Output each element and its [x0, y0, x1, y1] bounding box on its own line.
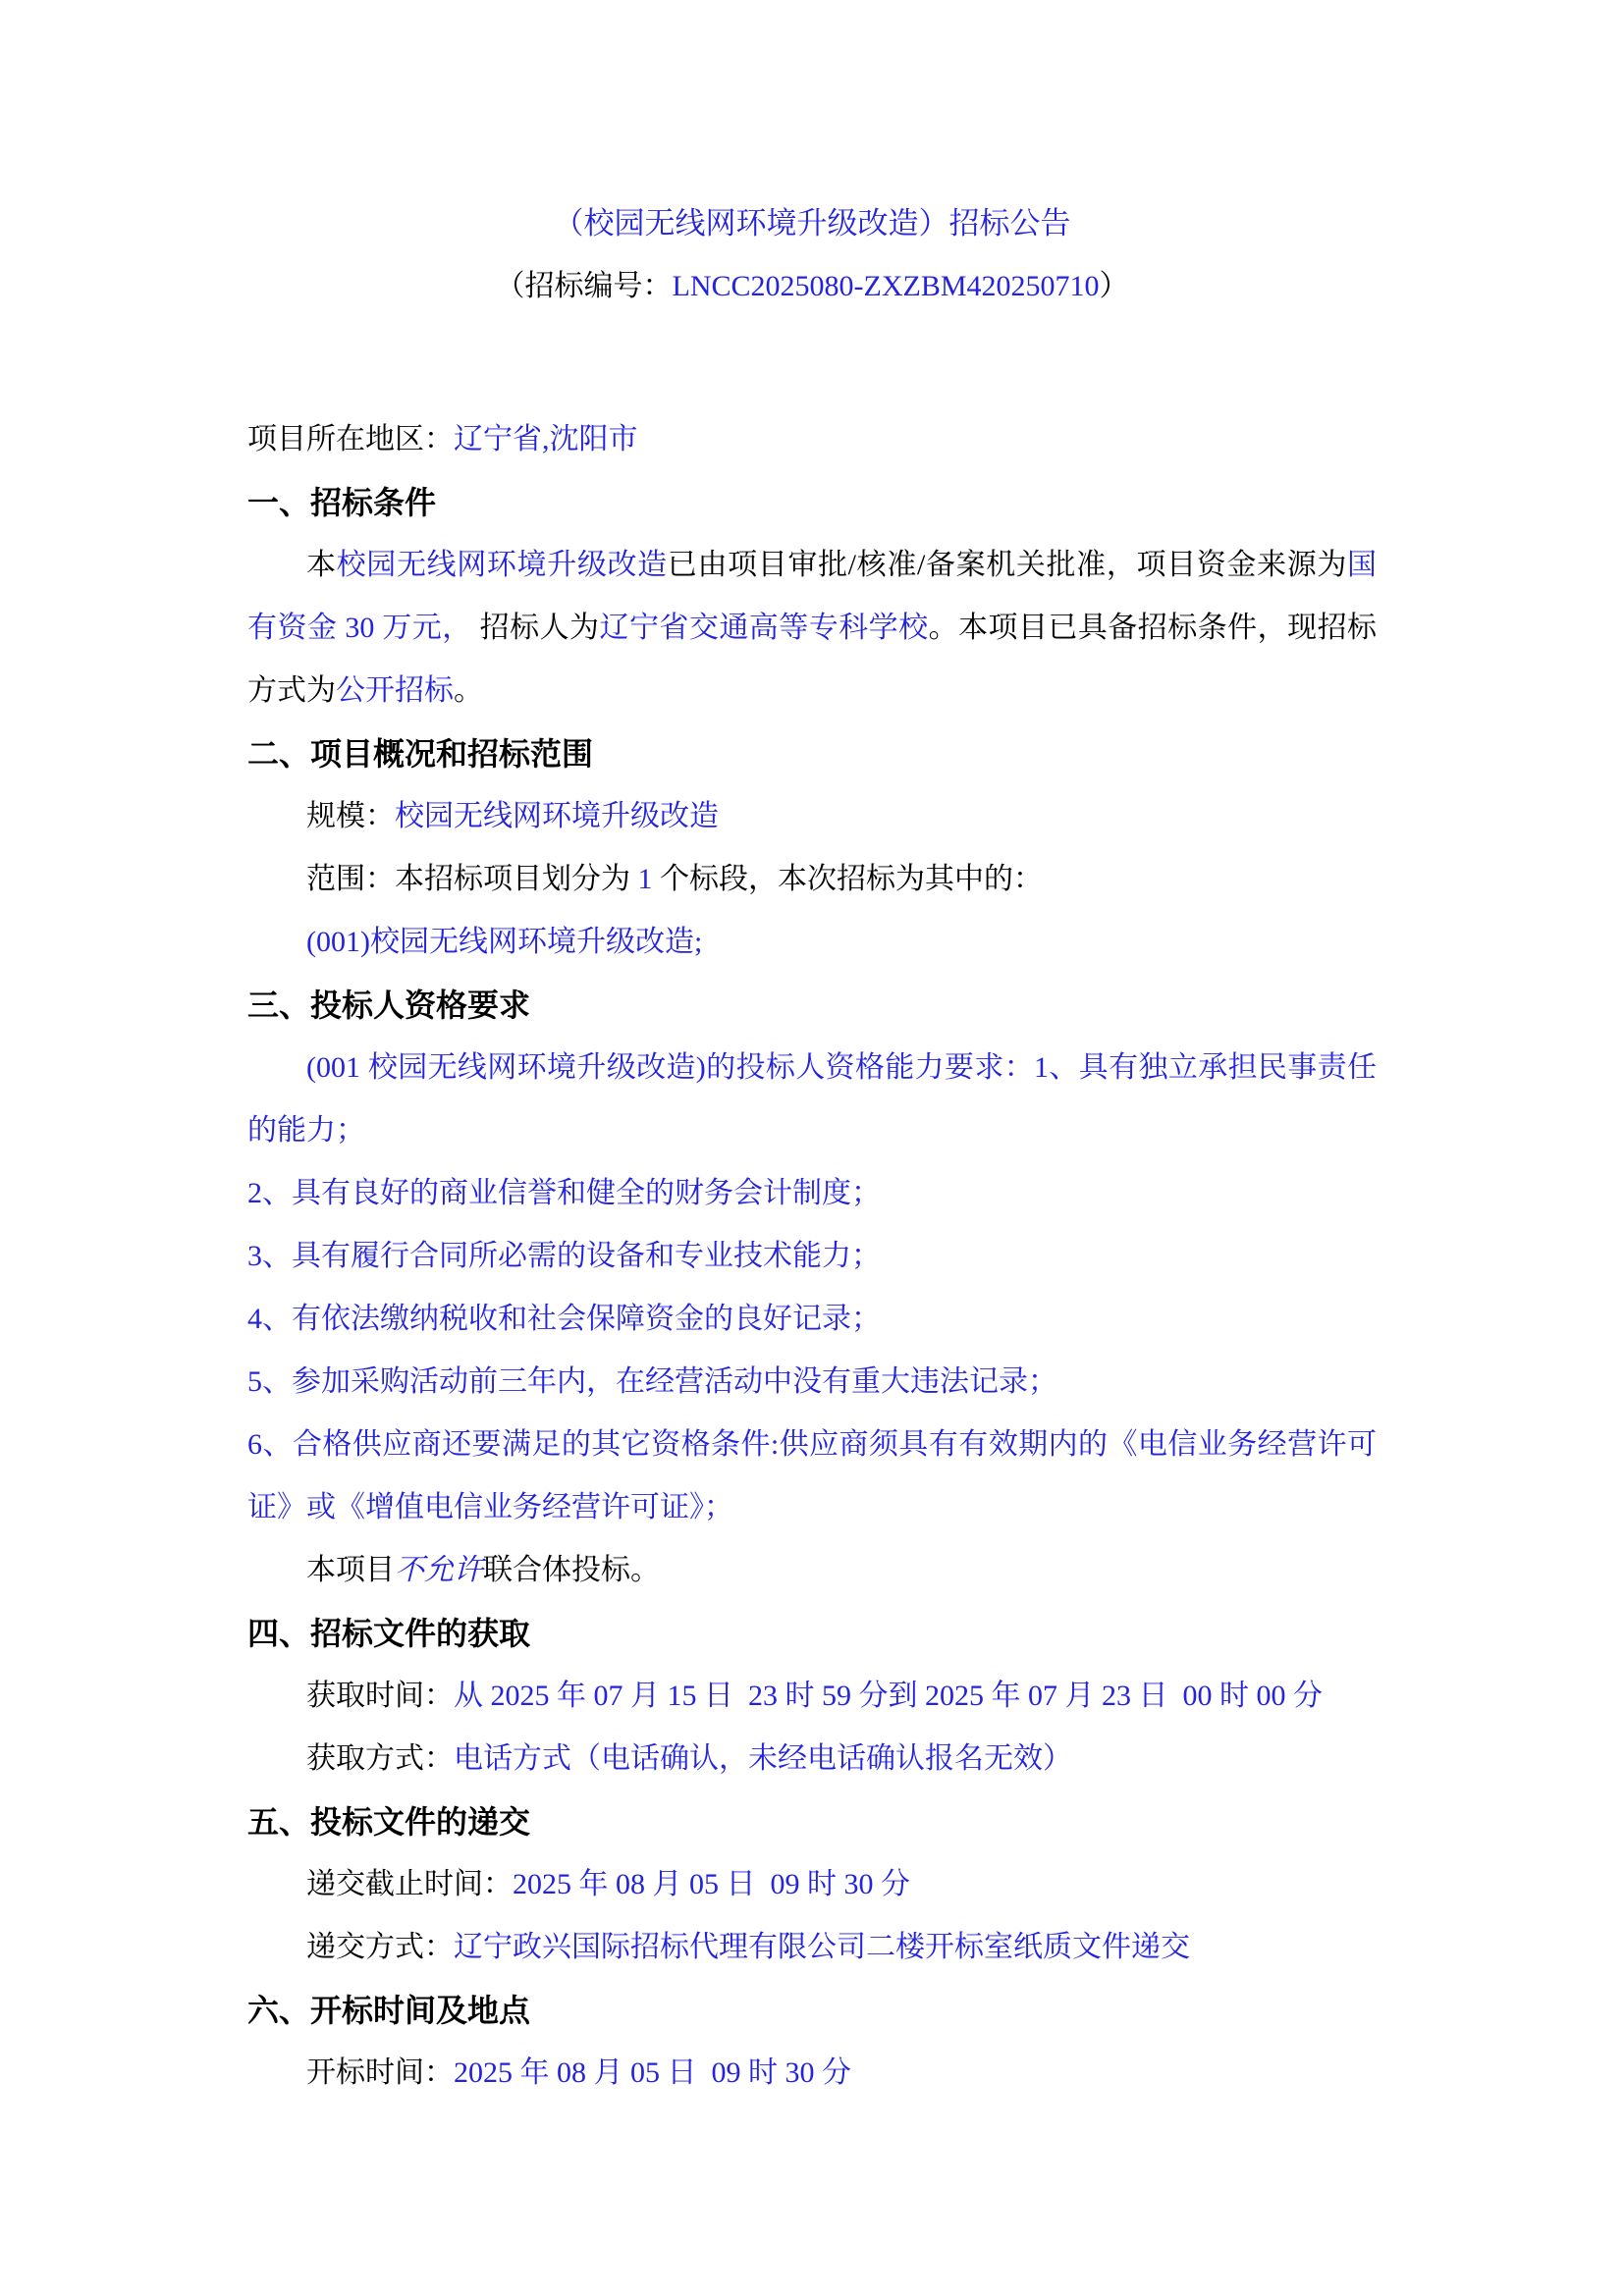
obtain-method-value: 电话方式（电话确认，未经电话确认报名无效）: [454, 1742, 1072, 1775]
obtain-method-label: 获取方式：: [306, 1742, 454, 1775]
page-title: （校园无线网环境升级改造）招标公告: [553, 206, 1071, 240]
qualification-item-5: 5、参加采购活动前三年内，在经营活动中没有重大违法记录；: [247, 1365, 1057, 1398]
joint-bid-post: 联合体投标。: [483, 1554, 660, 1586]
scope-text-pre: 本招标项目划分为: [395, 863, 638, 895]
bid-number-code: LNCC2025080-ZXZBM420250710: [672, 270, 1100, 302]
open-time-value: 2025 年 08 月 05 日 09 时 30 分: [454, 2056, 851, 2089]
submit-method-line: [247, 1916, 1377, 1979]
seg-plain: 招标人为: [471, 612, 600, 644]
lot-count-value: 1: [637, 863, 653, 895]
scope-line: [247, 848, 1377, 911]
obtain-method-line: [247, 1728, 1377, 1790]
section-5-heading: 五、投标文件的递交: [247, 1804, 531, 1840]
project-name-link: 校园无线网环境升级改造: [336, 549, 668, 581]
seg-plain: 本: [306, 549, 337, 581]
section-2-heading: 二、项目概况和招标范围: [247, 736, 594, 772]
scale-label: 规模：: [306, 800, 395, 832]
section-3-heading: 三、投标人资格要求: [247, 988, 531, 1023]
seg-plain: 已由项目审批/核准/备案机关批准，项目资金来源为: [667, 549, 1348, 581]
bid-number-prefix: （招标编号：: [495, 270, 673, 302]
qualification-item-6: 6、合格供应商还要满足的其它资格条件:供应商须具有有效期内的《电信业务经营许可证》或《增值电信业务经营许可证》；: [247, 1428, 1377, 1523]
seg-plain: 。本项目已具备招标条件，现招标方式为: [247, 612, 1378, 707]
qualification-item-2: 2、具有良好的商业信誉和健全的财务会计制度；: [247, 1177, 881, 1209]
bid-conditions-paragraph: [247, 534, 1377, 722]
scale-value: 校园无线网环境升级改造: [395, 800, 719, 832]
project-location-value: 辽宁省,沈阳市: [454, 423, 638, 455]
submit-deadline-label: 递交截止时间：: [306, 1868, 513, 1900]
submit-method-value: 辽宁政兴国际招标代理有限公司二楼开标室纸质文件递交: [454, 1931, 1190, 1963]
open-time-line: [247, 2042, 1377, 2105]
section-6-heading: 六、开标时间及地点: [247, 1993, 531, 2028]
joint-bid-pre: 本项目: [306, 1554, 395, 1586]
project-location-line: [247, 408, 1377, 471]
scope-text-post: 个标段，本次招标为其中的：: [652, 863, 1043, 895]
submit-deadline-value: 2025 年 08 月 05 日 09 时 30 分: [513, 1868, 910, 1900]
scope-label: 范围：: [306, 863, 395, 895]
obtain-time-label: 获取时间：: [306, 1680, 454, 1712]
obtain-time-line: [247, 1665, 1377, 1728]
bid-number-suffix: ）: [1099, 270, 1129, 302]
section-1-heading: 一、招标条件: [247, 485, 437, 520]
project-location-label: 项目所在地区：: [247, 423, 454, 455]
open-time-label: 开标时间：: [306, 2056, 454, 2089]
scale-line: [247, 785, 1377, 848]
seg-plain: 。: [454, 674, 483, 707]
lot-item-line: (001)校园无线网环境升级改造;: [306, 926, 703, 958]
qualification-item-3: 3、具有履行合同所必需的设备和专业技术能力；: [247, 1240, 881, 1272]
submit-method-label: 递交方式：: [306, 1931, 454, 1963]
section-4-heading: 四、招标文件的获取: [247, 1616, 531, 1651]
qualification-intro: (001 校园无线网环境升级改造)的投标人资格能力要求：1、具有独立承担民事责任的能力；: [247, 1051, 1377, 1147]
obtain-time-value: 从 2025 年 07 月 15 日 23 时 59 分到 2025 年 07 月 23 日 00 时 00 分: [454, 1680, 1323, 1712]
tenderee-link: 辽宁省交通高等专科学校: [599, 612, 929, 644]
bid-number-line: [247, 255, 1377, 318]
joint-bid-line: [247, 1539, 1377, 1602]
submit-deadline-line: [247, 1853, 1377, 1916]
bid-method-link: 公开招标: [336, 674, 454, 707]
fund-source-link: 国有资金 30 万元，: [247, 549, 1378, 644]
joint-bid-not-allowed: 不允许: [395, 1554, 483, 1586]
qualification-item-4: 4、有依法缴纳税收和社会保障资金的良好记录；: [247, 1303, 881, 1335]
